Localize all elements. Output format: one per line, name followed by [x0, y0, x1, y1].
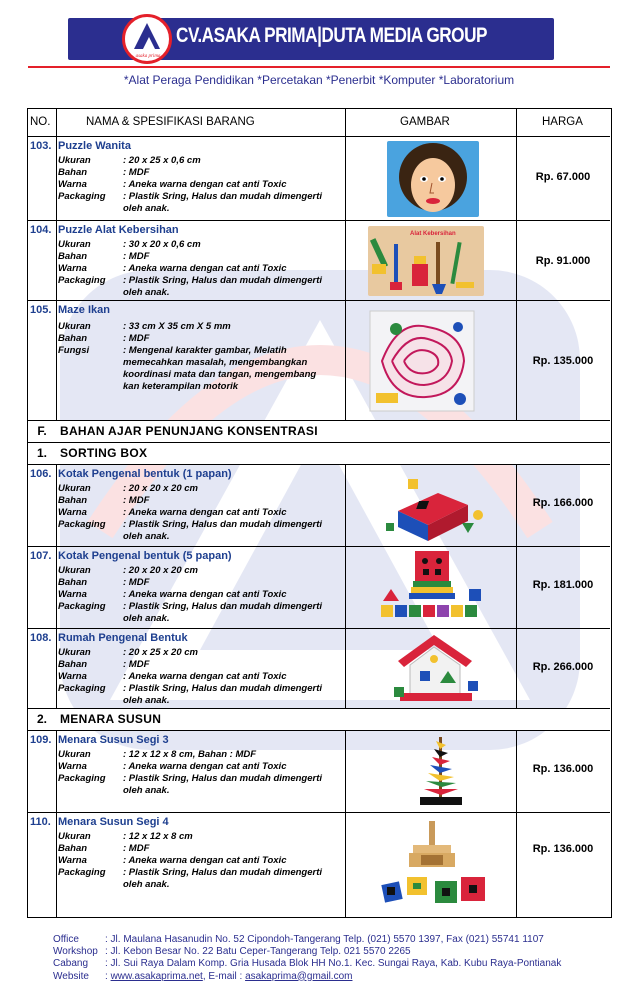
item-title: Maze Ikan	[58, 304, 110, 316]
item-title: Menara Susun Segi 4	[58, 816, 169, 828]
email-link[interactable]: asakaprima@gmail.com	[245, 970, 353, 982]
header-divider	[28, 66, 610, 68]
section-number: 1.	[36, 446, 47, 460]
table-header	[28, 109, 610, 137]
puzzle-cleaning-tools-image	[366, 224, 486, 298]
item-title: Kotak Pengenal bentuk (1 papan)	[58, 468, 232, 480]
website-link[interactable]: www.asakaprima.net	[110, 970, 203, 982]
item-number: 107.	[30, 550, 52, 562]
section-header	[28, 421, 610, 443]
item-number: 106.	[30, 468, 52, 480]
table-row: 105. Maze Ikan Ukuran : 33 cm X 35 cm X 5 mm Bahan : MDF Fungsi : Mengenal karakter gambar, Melatih memecahkan masalah, mengembangkan koordinasi mata dan tangan, mengembang kan keterampilan motorik Rp. 135.000	[28, 301, 610, 421]
table-row: 108. Rumah Pengenal Bentuk Ukuran : 20 x 25 x 20 cm Bahan : MDF Warna : Aneka warna dengan cat anti Toxic Packaging : Plastik Sring, Halus dan mudah dimengerti oleh anak. Rp. 266.000	[28, 629, 610, 709]
item-price: Rp. 91.000	[535, 255, 591, 267]
section-header	[28, 443, 610, 465]
picture-label: Alat Kebersihan	[410, 231, 456, 237]
tagline: *Alat Peraga Pendidikan *Percetakan *Penerbit *Komputer *Laboratorium	[123, 73, 515, 87]
maze-fish-image	[368, 309, 476, 413]
item-number: 109.	[30, 734, 52, 746]
page-header	[0, 0, 638, 98]
item-price: Rp. 266.000	[532, 661, 594, 673]
header-name: NAMA & SPESIFIKASI BARANG	[86, 116, 255, 128]
table-row: 107. Kotak Pengenal bentuk (5 papan) Ukuran : 20 x 20 x 20 cm Bahan : MDF Warna : Aneka warna dengan cat anti Toxic Packaging : Plastik Sring, Halus dan mudah dimengerti oleh anak. Rp. 181.000	[28, 547, 610, 629]
item-title: Kotak Pengenal bentuk (5 papan)	[58, 550, 232, 562]
table-row: 104. Puzzle Alat Kebersihan Ukuran : 30 x 20 x 0,6 cm Bahan : MDF Warna : Aneka warna dengan cat anti Toxic Packaging : Plastik Sring, Halus dan mudah dimengerti oleh anak. Alat Kebersihan Rp. 91.000	[28, 221, 610, 301]
section-title: BAHAN AJAR PENUNJANG KONSENTRASI	[60, 424, 318, 438]
section-title: MENARA SUSUN	[60, 712, 162, 726]
company-name: CV.ASAKA PRIMA|DUTA MEDIA GROUP	[176, 24, 488, 47]
stacking-tower-square-image	[373, 815, 493, 915]
item-price: Rp. 136.000	[532, 763, 594, 775]
header-no: NO.	[30, 116, 51, 128]
item-price: Rp. 136.000	[532, 843, 594, 855]
table-row: 110. Menara Susun Segi 4 Ukuran : 12 x 12 x 8 cm Bahan : MDF Warna : Aneka warna dengan cat anti Toxic Packaging : Plastik Sring, Halus dan mudah dimengerti oleh anak. Rp. 136.000	[28, 813, 610, 917]
item-price: Rp. 166.000	[532, 497, 594, 509]
item-title: Puzzle Alat Kebersihan	[58, 224, 179, 236]
section-header	[28, 709, 610, 731]
product-table	[27, 108, 612, 918]
item-title: Rumah Pengenal Bentuk	[58, 632, 188, 644]
section-number: 2.	[36, 712, 47, 726]
shape-house-image	[390, 631, 482, 707]
item-price: Rp. 181.000	[532, 579, 594, 591]
section-number: F.	[37, 424, 47, 438]
item-number: 105.	[30, 304, 52, 316]
stacking-tower-triangle-image	[406, 733, 476, 811]
item-number: 104.	[30, 224, 52, 236]
table-row: 109. Menara Susun Segi 3 Ukuran : 12 x 12 x 8 cm, Bahan : MDF Warna : Aneka warna dengan cat anti Toxic Packaging : Plastik Sring, Halus dan mudah dimengerti oleh anak. Rp. 136.000	[28, 731, 610, 813]
item-number: 110.	[30, 816, 51, 828]
table-row: 103. Puzzle Wanita Ukuran : 20 x 25 x 0,6 cm Bahan : MDF Warna : Aneka warna dengan cat anti Toxic Packaging : Plastik Sring, Halus dan mudah dimengerti oleh anak. Rp. 67.000	[28, 137, 610, 221]
item-number: 103.	[30, 140, 52, 152]
logo-subtext: asaka prima	[135, 54, 161, 59]
puzzle-woman-image	[383, 139, 483, 221]
item-price: Rp. 135.000	[532, 355, 594, 367]
sorting-box-one-board-image	[378, 471, 488, 543]
item-number: 108.	[30, 632, 52, 644]
table-row: 106. Kotak Pengenal bentuk (1 papan) Ukuran : 20 x 20 x 20 cm Bahan : MDF Warna : Aneka warna dengan cat anti Toxic Packaging : Plastik Sring, Halus dan mudah dimengerti oleh anak. Rp. 166.000	[28, 465, 610, 547]
header-price: HARGA	[542, 116, 583, 128]
item-title: Menara Susun Segi 3	[58, 734, 169, 746]
item-title: Puzzle Wanita	[58, 140, 131, 152]
sorting-box-five-board-image	[373, 549, 493, 627]
section-title: SORTING BOX	[60, 446, 148, 460]
header-picture: GAMBAR	[400, 116, 450, 128]
item-price: Rp. 67.000	[535, 171, 591, 183]
